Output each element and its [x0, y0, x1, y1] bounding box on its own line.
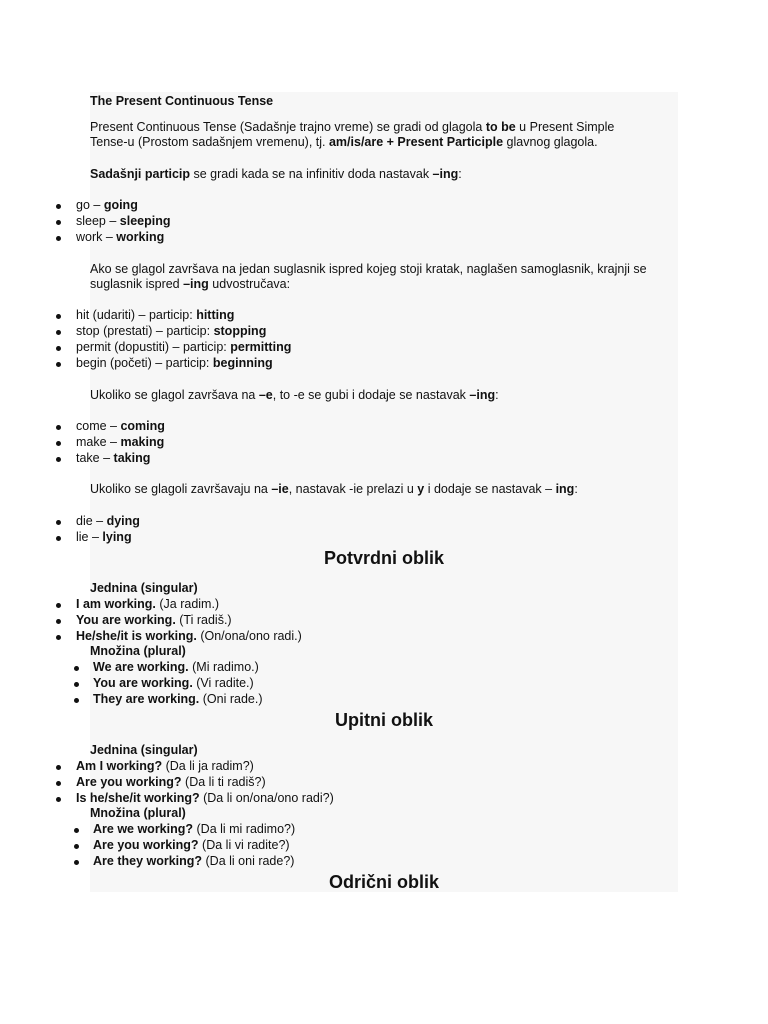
list-item: come – coming	[76, 419, 165, 433]
doubling-rule-line-2: suglasnik ispred –ing udvostručava:	[90, 277, 291, 291]
list-item: hit (udariti) – particip: hitting	[76, 308, 235, 322]
bullet-icon	[56, 441, 61, 446]
list-item: permit (dopustiti) – particip: permitting	[76, 340, 292, 354]
bullet-icon	[56, 236, 61, 241]
singular-label: Jednina (singular)	[90, 743, 198, 757]
list-item: make – making	[76, 435, 165, 449]
intro-line-2: Tense-u (Prostom sadašnjem vremenu), tj. am/is/are + Present Participle glavnog glagola.	[90, 135, 598, 149]
ie-rule: Ukoliko se glagoli završavaju na –ie, nastavak -ie prelazi u y i dodaje se nastavak – ing:	[90, 482, 578, 496]
list-item: Am I working? (Da li ja radim?)	[76, 759, 254, 773]
list-item: lie – lying	[76, 530, 132, 544]
bullet-icon	[74, 698, 79, 703]
bullet-icon	[56, 603, 61, 608]
list-item: Is he/she/it working? (Da li on/ona/ono radi?)	[76, 791, 334, 805]
list-item: die – dying	[76, 514, 140, 528]
list-item: begin (početi) – particip: beginning	[76, 356, 273, 370]
bullet-icon	[74, 828, 79, 833]
e-rule: Ukoliko se glagol završava na –e, to -e se gubi i dodaje se nastavak –ing:	[90, 388, 499, 402]
list-item: Are you working? (Da li ti radiš?)	[76, 775, 266, 789]
list-item: You are working. (Ti radiš.)	[76, 613, 232, 627]
list-item: sleep – sleeping	[76, 214, 171, 228]
list-item: Are we working? (Da li mi radimo?)	[93, 822, 296, 836]
bullet-icon	[56, 330, 61, 335]
bullet-icon	[56, 536, 61, 541]
bullet-icon	[56, 204, 61, 209]
bullet-icon	[56, 425, 61, 430]
bullet-icon	[74, 666, 79, 671]
list-item: Are you working? (Da li vi radite?)	[93, 838, 290, 852]
bullet-icon	[56, 619, 61, 624]
bullet-icon	[56, 781, 61, 786]
interrogative-heading: Upitni oblik	[335, 710, 433, 730]
list-item: stop (prestati) – particip: stopping	[76, 324, 267, 338]
bullet-icon	[56, 362, 61, 367]
affirmative-heading: Potvrdni oblik	[323, 548, 444, 568]
list-item: go – going	[76, 198, 138, 212]
bullet-icon	[56, 520, 61, 525]
bullet-icon	[56, 635, 61, 640]
participle-rule: Sadašnji particip se gradi kada se na infinitiv doda nastavak –ing:	[90, 167, 462, 181]
list-item: They are working. (Oni rade.)	[93, 692, 263, 706]
singular-label: Jednina (singular)	[90, 581, 198, 595]
plural-label: Množina (plural)	[90, 806, 186, 820]
bullet-icon	[56, 765, 61, 770]
doubling-rule-line-1: Ako se glagol završava na jedan suglasnik ispred kojeg stoji kratak, naglašen samoglasnik, krajnji se	[90, 262, 647, 276]
document-title: The Present Continuous Tense	[90, 94, 274, 108]
bullet-icon	[74, 844, 79, 849]
bullet-icon	[74, 860, 79, 865]
list-item: We are working. (Mi radimo.)	[93, 660, 259, 674]
list-item: I am working. (Ja radim.)	[76, 597, 220, 611]
bullet-icon	[74, 682, 79, 687]
bullet-icon	[56, 457, 61, 462]
bullet-icon	[56, 220, 61, 225]
bullet-icon	[56, 314, 61, 319]
plural-label: Množina (plural)	[90, 644, 186, 658]
list-item: take – taking	[76, 451, 151, 465]
negative-heading: Odrični oblik	[328, 872, 439, 892]
bullet-icon	[56, 797, 61, 802]
bullet-icon	[56, 346, 61, 351]
list-item: He/she/it is working. (On/ona/ono radi.)	[76, 629, 302, 643]
list-item: work – working	[76, 230, 165, 244]
list-item: You are working. (Vi radite.)	[93, 676, 254, 690]
list-item: Are they working? (Da li oni rade?)	[93, 854, 295, 868]
intro-line-1: Present Continuous Tense (Sadašnje trajno vreme) se gradi od glagola to be u Present Simple	[90, 120, 615, 134]
